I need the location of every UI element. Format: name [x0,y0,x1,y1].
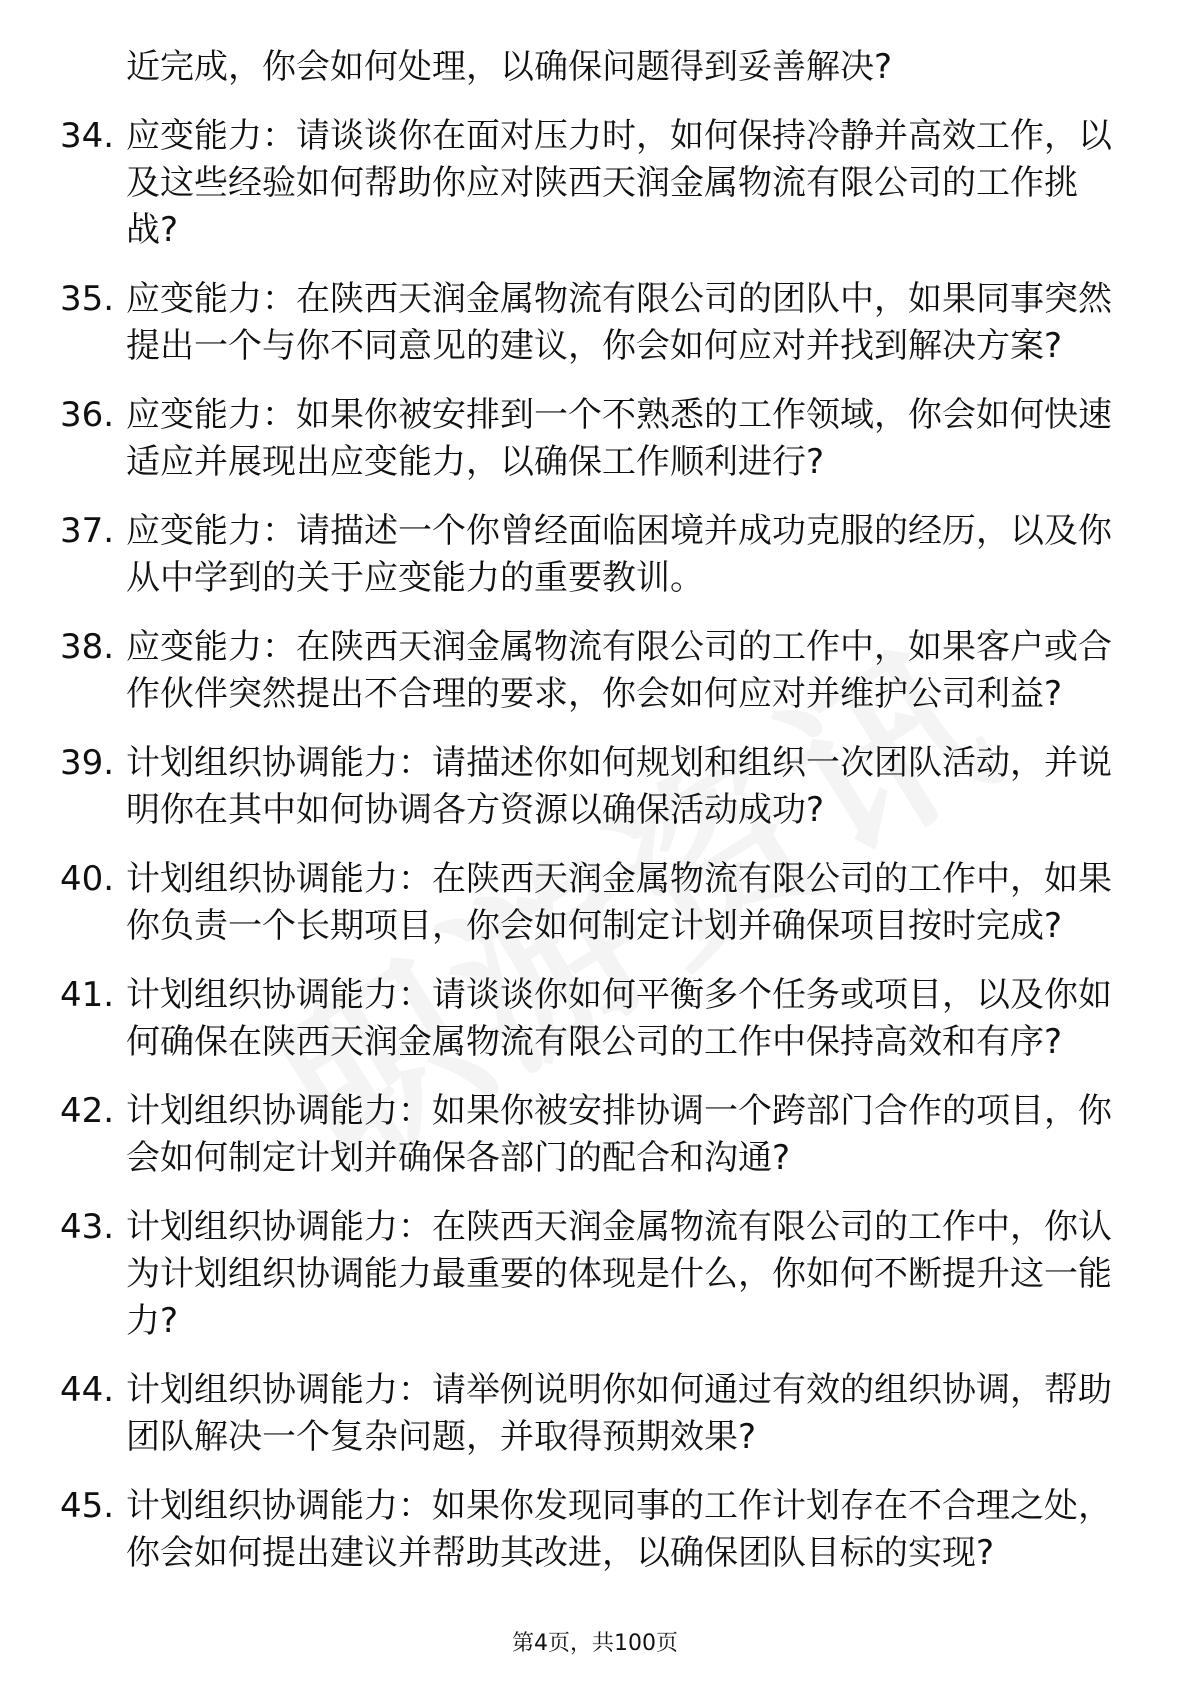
question-number: 34. [60,116,115,156]
question-item [60,113,1120,254]
question-text: 计划组织协调能力：请描述你如何规划和组织一次团队活动，并说明你在其中如何协调各方资源以确保活动成功? [126,743,1112,830]
question-item [60,1483,1120,1577]
question-number: 35. [60,279,115,319]
question-item [60,1088,1120,1182]
continued-question-text: 近完成，你会如何处理，以确保问题得到妥善解决? [126,47,893,87]
question-item [60,508,1120,602]
question-number: 38. [60,627,115,667]
question-text: 计划组织协调能力：在陕西天润金属物流有限公司的工作中，如果你负责一个长期项目，你会如何制定计划并确保项目按时完成? [126,859,1112,946]
question-number: 40. [60,859,115,899]
question-content [60,44,1120,1599]
question-item [60,276,1120,370]
question-item [60,392,1120,486]
question-text: 应变能力：请谈谈你在面对压力时，如何保持冷静并高效工作，以及这些经验如何帮助你应对陕西天润金属物流有限公司的工作挑战? [126,116,1112,250]
question-number: 44. [60,1370,115,1410]
question-text: 计划组织协调能力：请谈谈你如何平衡多个任务或项目，以及你如何确保在陕西天润金属物流有限公司的工作中保持高效和有序? [126,975,1112,1062]
page-number: 第4页，共100页 [512,1631,678,1656]
question-number: 37. [60,511,115,551]
question-item [60,1204,1120,1345]
question-text: 应变能力：如果你被安排到一个不熟悉的工作领域，你会如何快速适应并展现出应变能力，以确保工作顺利进行? [126,395,1112,482]
question-number: 39. [60,743,115,783]
question-text: 应变能力：在陕西天润金属物流有限公司的工作中，如果客户或合作伙伴突然提出不合理的要求，你会如何应对并维护公司利益? [126,627,1112,714]
question-text: 应变能力：在陕西天润金属物流有限公司的团队中，如果同事突然提出一个与你不同意见的建议，你会如何应对并找到解决方案? [126,279,1112,366]
question-number: 42. [60,1091,115,1131]
question-item [60,624,1120,718]
question-text: 计划组织协调能力：请举例说明你如何通过有效的组织协调，帮助团队解决一个复杂问题，并取得预期效果? [126,1370,1112,1457]
question-number: 43. [60,1207,115,1247]
question-number: 45. [60,1486,115,1526]
question-item [60,1367,1120,1461]
question-text: 计划组织协调能力：如果你发现同事的工作计划存在不合理之处，你会如何提出建议并帮助其改进，以确保团队目标的实现? [126,1486,1112,1573]
question-item [60,740,1120,834]
question-text: 计划组织协调能力：如果你被安排协调一个跨部门合作的项目，你会如何制定计划并确保各部门的配合和沟通? [126,1091,1112,1178]
question-list [60,113,1120,1577]
question-text: 应变能力：请描述一个你曾经面临困境并成功克服的经历，以及你从中学到的关于应变能力的重要教训。 [126,511,1112,598]
question-item [60,972,1120,1066]
question-number: 36. [60,395,115,435]
question-item [60,856,1120,950]
question-text: 计划组织协调能力：在陕西天润金属物流有限公司的工作中，你认为计划组织协调能力最重要的体现是什么，你如何不断提升这一能力? [126,1207,1112,1341]
question-number: 41. [60,975,115,1015]
